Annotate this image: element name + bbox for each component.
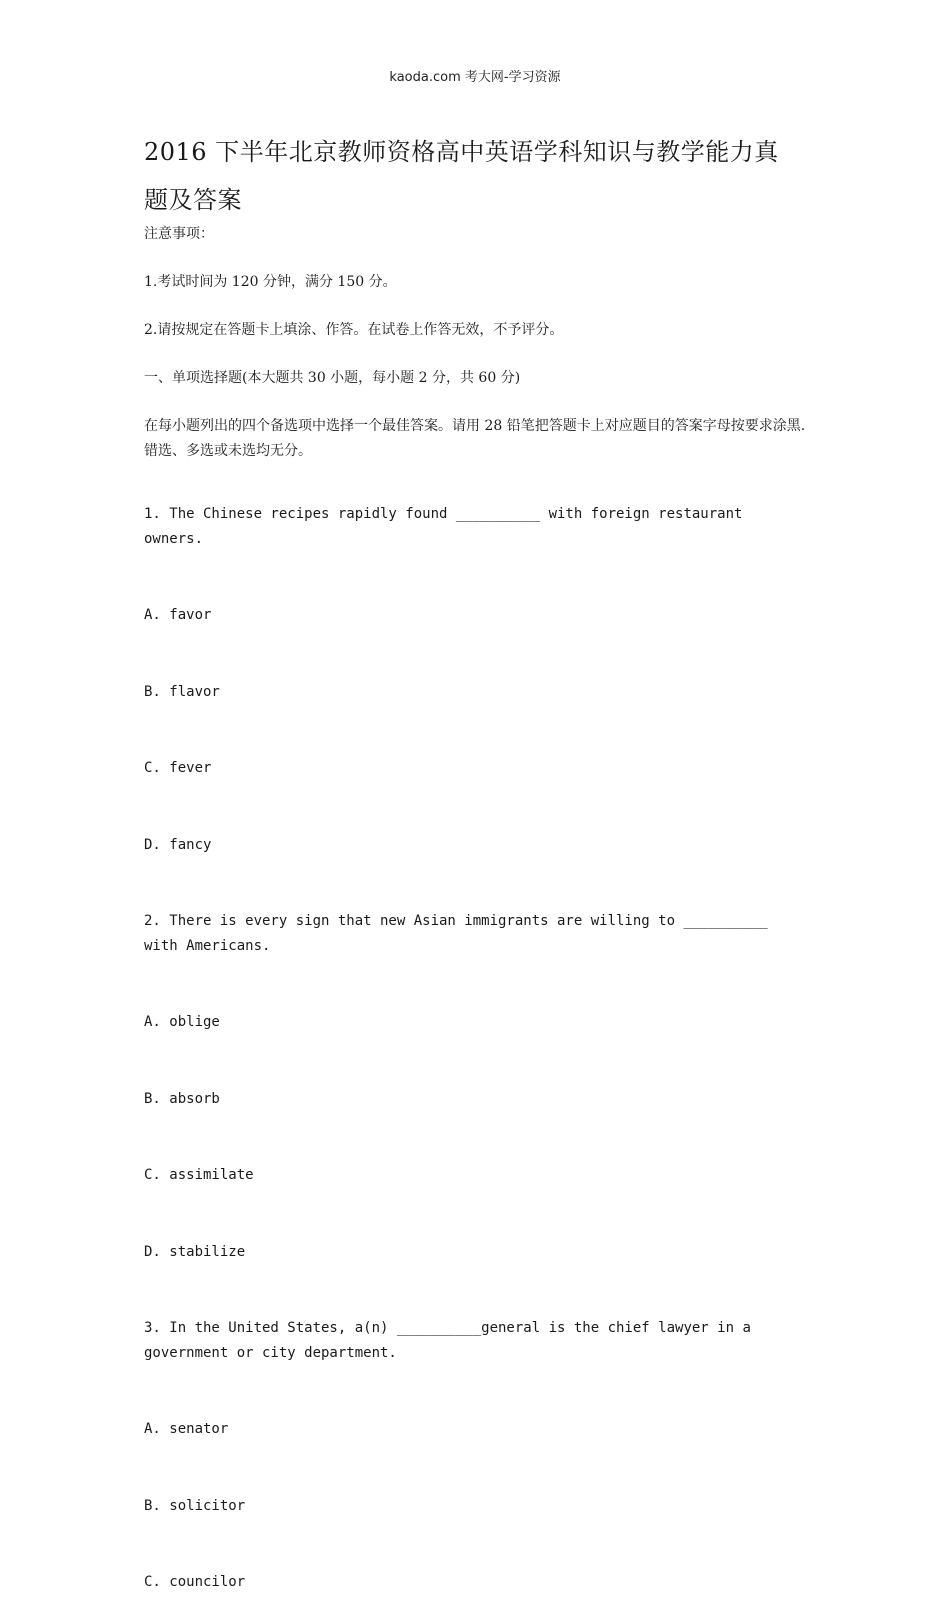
question-2-option-c: C. assimilate bbox=[144, 1167, 254, 1183]
title-line-1: 2016 下半年北京教师资格高中英语学科知识与教学能力真 bbox=[144, 138, 779, 166]
document-title bbox=[144, 128, 808, 224]
question-2-option-d: D. stabilize bbox=[144, 1243, 246, 1260]
question-3-option-c: C. councilor bbox=[144, 1574, 246, 1590]
page-header: kaoda.com 考大网-学习资源 bbox=[389, 70, 561, 85]
notice-label: 注意事项： bbox=[144, 226, 214, 242]
question-1-option-d: D. fancy bbox=[144, 836, 212, 853]
title-line-2: 题及答案 bbox=[144, 186, 242, 214]
question-1-option-c: C. fever bbox=[144, 760, 212, 776]
question-2-option-a: A. oblige bbox=[144, 1014, 220, 1030]
question-1-option-b: B. flavor bbox=[144, 683, 220, 700]
question-3-option-b: B. solicitor bbox=[144, 1497, 246, 1514]
section-instructions: 在每小题列出的四个备选项中选择一个最佳答案。请用 28 铅笔把答题卡上对应题目的答案字母按要求涂黑.错选、多选或未选均无分。 bbox=[144, 418, 806, 459]
notice-item-2: 2.请按规定在答题卡上填涂、作答。在试卷上作答无效，不予评分。 bbox=[144, 322, 564, 338]
question-3-stem: 3. In the United States, a(n) __________general is the chief lawyer in a government or city department. bbox=[144, 1320, 751, 1361]
question-2-option-b: B. absorb bbox=[144, 1090, 220, 1107]
question-1-stem: 1. The Chinese recipes rapidly found __________ with foreign restaurant owners. bbox=[144, 506, 743, 547]
question-1-option-a: A. favor bbox=[144, 607, 212, 623]
document-body bbox=[144, 128, 808, 1609]
section-heading: 一、单项选择题(本大题共 30 小题，每小题 2 分，共 60 分) bbox=[144, 370, 521, 386]
question-3-option-a: A. senator bbox=[144, 1421, 229, 1437]
question-2-stem: 2. There is every sign that new Asian immigrants are willing to __________ with Americans. bbox=[144, 913, 768, 954]
notice-item-1: 1.考试时间为 120 分钟，满分 150 分。 bbox=[144, 274, 397, 290]
